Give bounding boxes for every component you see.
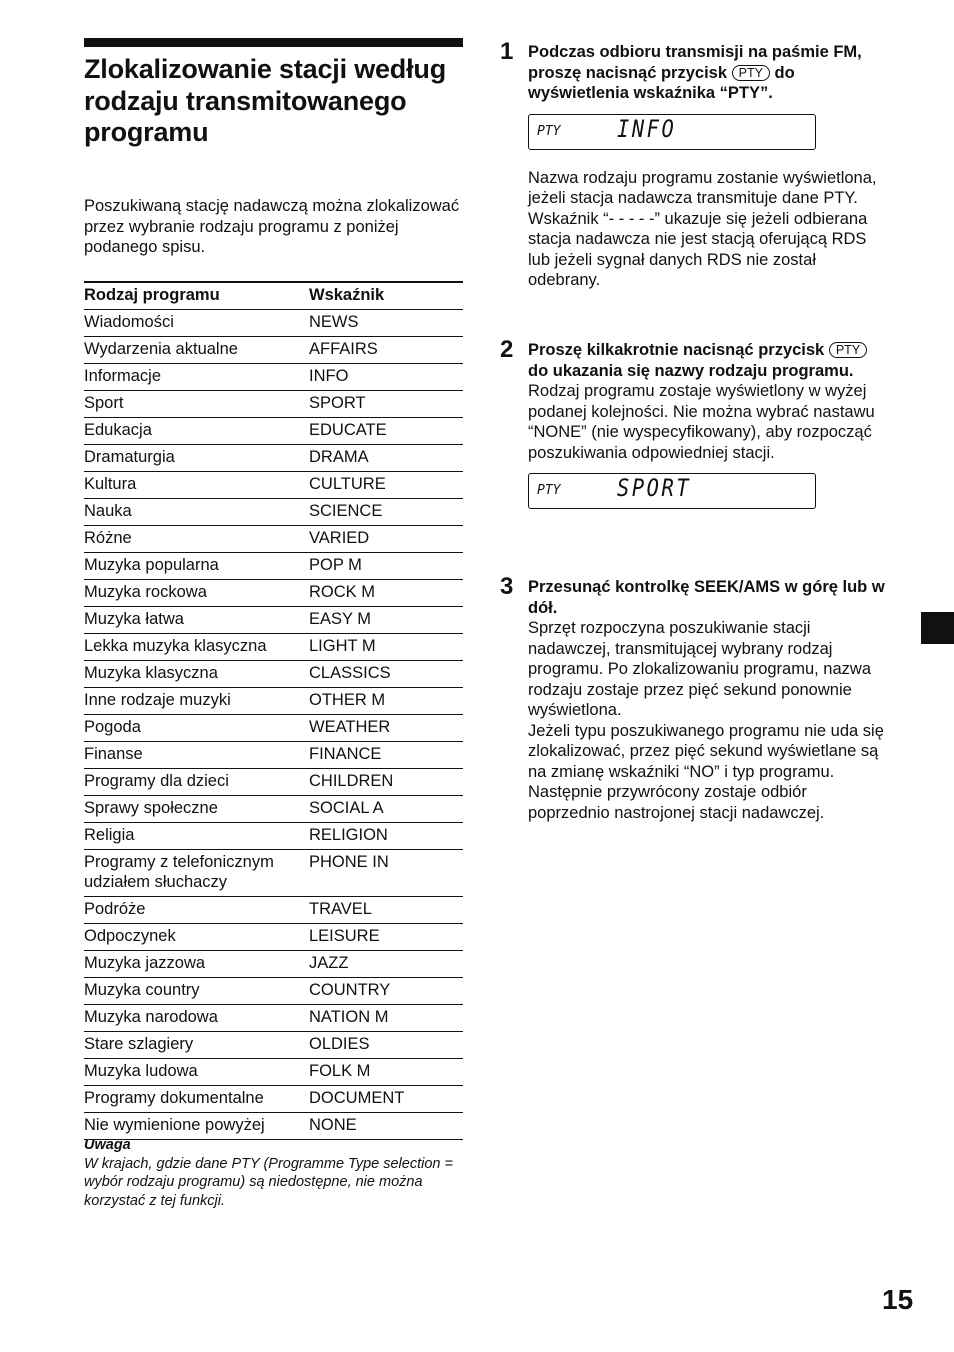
programme-type-cell: Nauka <box>84 499 309 526</box>
indicator-cell: OLDIES <box>309 1032 463 1059</box>
step-description-continued: Jeżeli typu poszukiwanego programu nie uda się zlokalizować, przez pięć sekund wyświetlane są na zmianę wskaźniki “NO” i typ programu. Następnie przywrócony zostaje odbiór poprzednio nastrojonej stacji nadawczej. <box>528 721 884 822</box>
programme-type-cell: Inne rodzaje muzyki <box>84 688 309 715</box>
table-row <box>84 688 463 715</box>
programme-type-cell: Muzyka popularna <box>84 553 309 580</box>
table-header-row <box>84 282 463 310</box>
programme-type-cell: Różne <box>84 526 309 553</box>
page-number: 15 <box>882 1284 914 1315</box>
indicator-cell: VARIED <box>309 526 463 553</box>
indicator-cell: TRAVEL <box>309 897 463 924</box>
step-description: Rodzaj programu zostaje wyświetlony w wyżej podanej kolejności. Nie można wybrać nastawu “NONE” (nie wyspecyfikowany), aby rozpocząć poszukiwania odpowiedniej stacji. <box>528 382 875 462</box>
lcd-text: SPORT <box>617 474 692 502</box>
step-description: Nazwa rodzaju programu zostanie wyświetlona, jeżeli stacja nadawcza transmituje dane PTY. Wskaźnik “- - - - -” ukazuje się jeżeli odbierana stacja nadawcza nie jest stacją oferującą RDS lub jeżeli sygnał danych RDS nie został odebrany. <box>528 168 877 289</box>
step-description: Sprzęt rozpoczyna poszukiwanie stacji nadawczej, transmitującej wybrany rodzaj programu. Po zlokalizowaniu programu, nazwa rodzaju zostaje przez pięć sekund ponownie wyświetlona. <box>528 619 872 719</box>
table-row <box>84 1032 463 1059</box>
table-row <box>84 715 463 742</box>
indicator-cell: CLASSICS <box>309 661 463 688</box>
indicator-cell: LEISURE <box>309 924 463 951</box>
lcd-display <box>528 473 816 509</box>
indicator-cell: CHILDREN <box>309 769 463 796</box>
programme-type-cell: Muzyka country <box>84 978 309 1005</box>
indicator-cell: SCIENCE <box>309 499 463 526</box>
indicator-cell: OTHER M <box>309 688 463 715</box>
title-rule <box>84 38 463 47</box>
indicator-cell: AFFAIRS <box>309 337 463 364</box>
programme-type-cell: Wiadomości <box>84 310 309 337</box>
indicator-cell: FINANCE <box>309 742 463 769</box>
programme-type-cell: Muzyka łatwa <box>84 607 309 634</box>
indicator-cell: WEATHER <box>309 715 463 742</box>
programme-type-cell: Informacje <box>84 364 309 391</box>
indicator-cell: SOCIAL A <box>309 796 463 823</box>
table-row <box>84 796 463 823</box>
table-row <box>84 850 463 897</box>
programme-type-cell: Stare szlagiery <box>84 1032 309 1059</box>
step-instruction <box>528 42 890 104</box>
indicator-cell: RELIGION <box>309 823 463 850</box>
table-row <box>84 951 463 978</box>
programme-type-cell: Finanse <box>84 742 309 769</box>
programme-type-cell: Muzyka jazzowa <box>84 951 309 978</box>
programme-type-cell: Podróże <box>84 897 309 924</box>
table-row <box>84 526 463 553</box>
step-instruction: Przesunąć kontrolkę SEEK/AMS w górę lub w dół. <box>528 578 885 617</box>
table-row <box>84 823 463 850</box>
indicator-cell: CULTURE <box>309 472 463 499</box>
indicator-cell: LIGHT M <box>309 634 463 661</box>
step-1 <box>500 38 890 291</box>
programme-type-cell: Programy z telefonicznym udziałem słuchaczy <box>84 850 309 897</box>
instruction-part-a: Proszę kilkakrotnie nacisnąć przycisk <box>528 341 825 359</box>
lcd-display <box>528 114 816 150</box>
indicator-cell: NEWS <box>309 310 463 337</box>
instruction-part-a: Podczas odbioru transmisji na paśmie FM, proszę nacisnąć przycisk <box>528 43 862 82</box>
step-instruction <box>528 340 890 381</box>
programme-type-cell: Odpoczynek <box>84 924 309 951</box>
programme-type-cell: Programy dokumentalne <box>84 1086 309 1113</box>
indicator-cell: DRAMA <box>309 445 463 472</box>
programme-type-cell: Muzyka narodowa <box>84 1005 309 1032</box>
table-row <box>84 391 463 418</box>
programme-type-cell: Lekka muzyka klasyczna <box>84 634 309 661</box>
note <box>84 1136 469 1210</box>
table-row <box>84 897 463 924</box>
table-row <box>84 924 463 951</box>
table-row <box>84 445 463 472</box>
programme-type-cell: Muzyka klasyczna <box>84 661 309 688</box>
table-row <box>84 337 463 364</box>
indicator-cell: PHONE IN <box>309 850 463 897</box>
table-row <box>84 580 463 607</box>
indicator-cell: DOCUMENT <box>309 1086 463 1113</box>
note-label: Uwaga <box>84 1137 131 1153</box>
lcd-indicator: PTY <box>537 123 561 139</box>
column-header-indicator: Wskaźnik <box>309 282 463 310</box>
programme-type-cell: Wydarzenia aktualne <box>84 337 309 364</box>
table-row <box>84 1086 463 1113</box>
indicator-cell: SPORT <box>309 391 463 418</box>
indicator-cell: ROCK M <box>309 580 463 607</box>
programme-type-cell: Dramaturgia <box>84 445 309 472</box>
programme-type-cell: Edukacja <box>84 418 309 445</box>
table-row <box>84 418 463 445</box>
step-3 <box>500 573 890 823</box>
instruction-part-b: do wyświetlenia wskaźnika “PTY”. <box>528 63 795 102</box>
lcd-indicator: PTY <box>537 483 561 498</box>
indicator-cell: INFO <box>309 364 463 391</box>
indicator-cell: FOLK M <box>309 1059 463 1086</box>
table-row <box>84 553 463 580</box>
programme-type-cell: Nie wymienione powyżej <box>84 1113 309 1140</box>
lcd-text: INFO <box>617 114 677 143</box>
table-row <box>84 499 463 526</box>
table-body <box>84 310 463 1140</box>
indicator-cell: NONE <box>309 1113 463 1140</box>
indicator-cell: EDUCATE <box>309 418 463 445</box>
instruction-part-b: do ukazania się nazwy rodzaju programu. <box>528 361 854 380</box>
table-row <box>84 661 463 688</box>
pty-button: PTY <box>829 342 867 358</box>
table-row <box>84 472 463 499</box>
programme-type-cell: Muzyka rockowa <box>84 580 309 607</box>
programme-type-cell: Religia <box>84 823 309 850</box>
step-number: 3 <box>500 573 514 600</box>
table-row <box>84 364 463 391</box>
programme-type-cell: Sport <box>84 391 309 418</box>
table-row <box>84 742 463 769</box>
step-2 <box>500 336 890 527</box>
indicator-cell: JAZZ <box>309 951 463 978</box>
table-row <box>84 1005 463 1032</box>
programme-type-cell: Sprawy społeczne <box>84 796 309 823</box>
page-title: Zlokalizowanie stacji według rodzaju transmitowanego programu <box>84 54 446 147</box>
indicator-cell: NATION M <box>309 1005 463 1032</box>
programme-type-cell: Muzyka ludowa <box>84 1059 309 1086</box>
section-tab-marker <box>921 612 954 644</box>
step-number: 1 <box>500 38 514 65</box>
table-row <box>84 978 463 1005</box>
indicator-cell: COUNTRY <box>309 978 463 1005</box>
indicator-cell: EASY M <box>309 607 463 634</box>
table-row <box>84 634 463 661</box>
table-row <box>84 607 463 634</box>
table-row <box>84 769 463 796</box>
table-row <box>84 1059 463 1086</box>
step-number: 2 <box>500 336 514 363</box>
programme-type-cell: Programy dla dzieci <box>84 769 309 796</box>
column-header-type: Rodzaj programu <box>84 282 309 310</box>
programme-type-cell: Kultura <box>84 472 309 499</box>
pty-button: PTY <box>732 65 770 81</box>
note-text: W krajach, gdzie dane PTY (Programme Type selection = wybór rodzaju programu) są niedostępne, nie można korzystać z tej funkcji. <box>84 1155 453 1209</box>
intro-paragraph: Poszukiwaną stację nadawczą można zlokalizować przez wybranie rodzaju programu z poniżej podanego spisu. <box>84 197 460 256</box>
indicator-cell: POP M <box>309 553 463 580</box>
table-row <box>84 310 463 337</box>
programme-type-cell: Pogoda <box>84 715 309 742</box>
programme-type-table <box>84 281 463 1140</box>
